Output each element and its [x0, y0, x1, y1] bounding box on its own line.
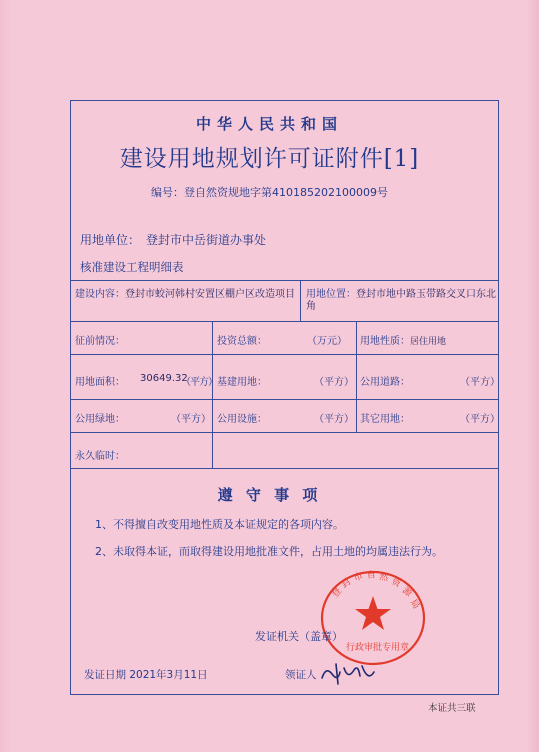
table-rule — [70, 468, 499, 469]
land-nature-cell — [360, 332, 446, 347]
rule-item-2: 2、未取得本证，而取得建设用地批准文件，占用土地的均属违法行为。 — [95, 545, 443, 558]
svg-text:自: 自 — [366, 570, 377, 581]
svg-text:登: 登 — [330, 586, 345, 600]
applicant-label: 用地单位： — [80, 233, 141, 247]
svg-text:资: 资 — [389, 576, 403, 590]
investment-label: 投资总额： — [217, 336, 267, 347]
certificate-title: 建设用地规划许可证附件[1] — [119, 146, 420, 172]
land-location-label: 用地位置： — [306, 289, 356, 300]
land-area-value: 30649.32 — [140, 373, 188, 384]
svg-text:封: 封 — [339, 577, 354, 591]
land-nature-value: 居住用地 — [410, 337, 447, 347]
rule-item-1: 1、不得擅自改变用地性质及本证规定的各项内容。 — [95, 518, 344, 531]
svg-text:源: 源 — [400, 585, 414, 600]
investment-unit: （万元） — [307, 336, 347, 347]
land-location-value: 登封市地中路玉带路交叉口东北角 — [306, 289, 496, 312]
handwritten-signature — [318, 660, 378, 688]
issuing-authority: 发证机关（盖章） — [255, 630, 343, 643]
other-land-label: 其它用地： — [360, 414, 410, 425]
land-location-cell — [306, 289, 496, 313]
applicant-row — [80, 231, 266, 248]
issue-date: 发证日期 2021年3月11日 — [84, 669, 208, 681]
construction-content-cell — [75, 289, 297, 301]
public-road-unit: （平方） — [460, 377, 500, 388]
svg-text:行政审批专用章: 行政审批专用章 — [346, 643, 410, 653]
land-area-label: 用地面积： — [75, 377, 125, 388]
table-rule — [70, 321, 499, 322]
table-rule — [212, 321, 213, 468]
pre-acquisition-label: 征前情况： — [75, 336, 125, 347]
svg-text:市: 市 — [352, 571, 365, 584]
public-green-unit: （平方） — [171, 414, 211, 425]
public-green-label: 公用绿地： — [75, 414, 125, 425]
other-land-unit: （平方） — [460, 414, 500, 425]
receiver-label: 领证人 — [285, 669, 317, 681]
table-rule — [70, 399, 499, 400]
table-rule — [356, 321, 357, 432]
land-area-unit: （平方） — [181, 377, 217, 388]
official-seal — [318, 568, 428, 668]
table-rule — [70, 354, 499, 355]
public-facility-label: 公用设施： — [217, 414, 267, 425]
country-title: 中华人民共和国 — [195, 115, 343, 133]
table-rule — [70, 280, 499, 281]
land-nature-label: 用地性质： — [360, 336, 410, 347]
construction-content-value: 登封市蛟河韩村安置区棚户区改造项目 — [125, 289, 295, 300]
infrastructure-label: 基建用地： — [217, 377, 267, 388]
table-rule — [300, 280, 301, 321]
infrastructure-unit: （平方） — [314, 377, 354, 388]
applicant-value: 登封市中岳街道办事处 — [146, 233, 267, 247]
construction-content-label: 建设内容： — [75, 289, 125, 300]
permanent-temporary-label: 永久临时： — [75, 451, 125, 462]
public-facility-unit: （平方） — [314, 414, 354, 425]
public-road-label: 公用道路： — [360, 377, 410, 388]
svg-text:局: 局 — [407, 597, 421, 612]
svg-text:然: 然 — [378, 572, 390, 584]
certificate-number: 编号：登自然资规地字第410185202100009号 — [151, 186, 388, 199]
table-rule — [70, 432, 499, 433]
detail-table-title: 核准建设工程明细表 — [80, 260, 184, 274]
copies-note: 本证共三联 — [428, 703, 476, 714]
rules-heading: 遵 守 事 项 — [217, 486, 322, 504]
